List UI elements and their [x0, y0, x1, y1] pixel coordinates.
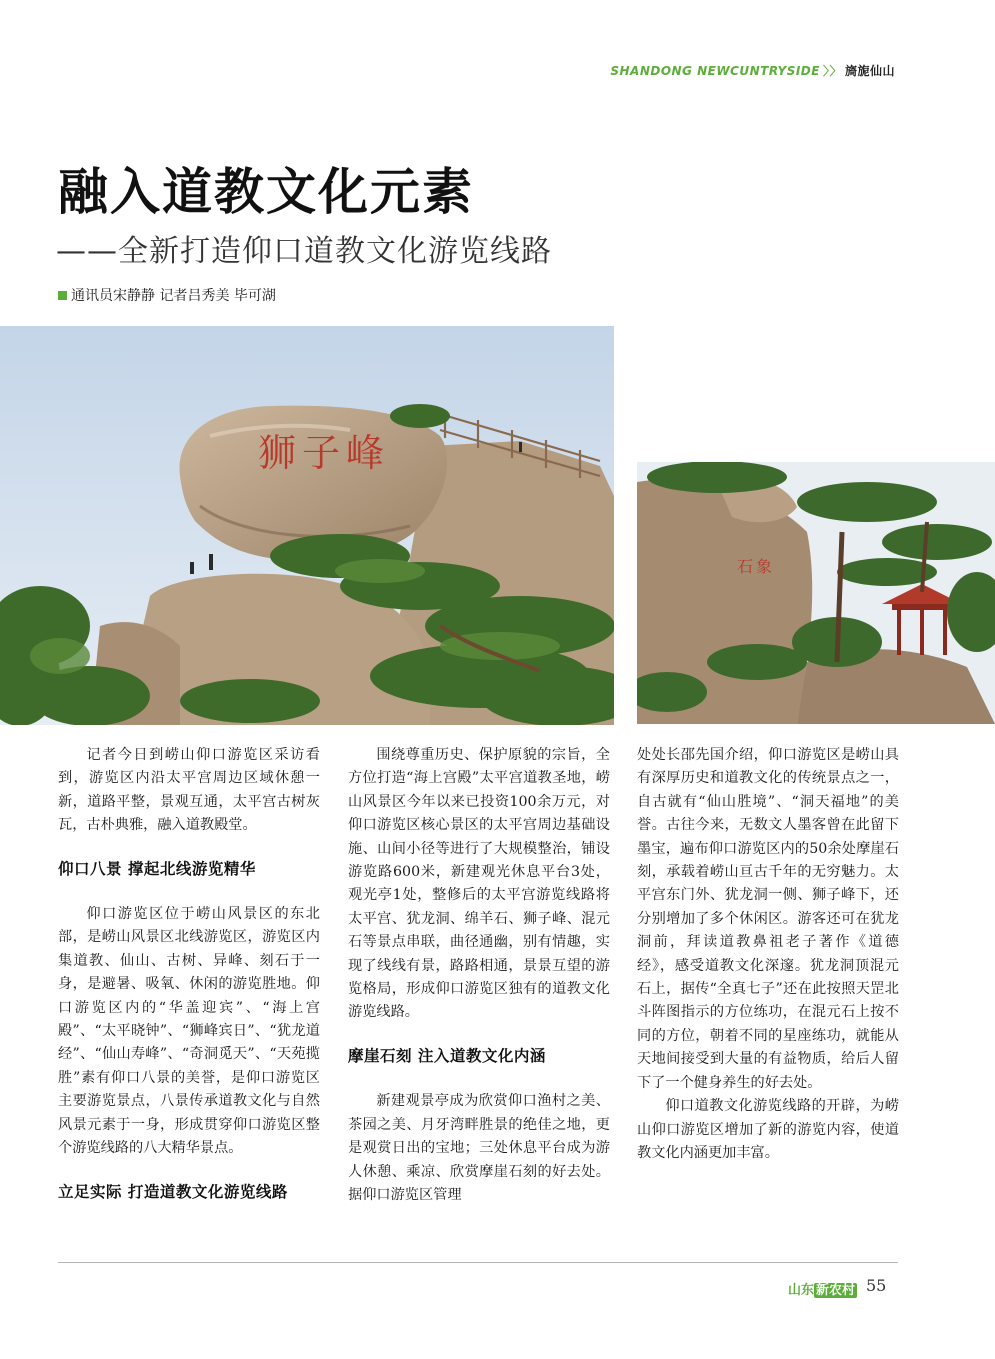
running-head-en: SHANDONG NEWCUNTRYSIDE — [610, 64, 820, 78]
col1-heading-2: 立足实际 打造道教文化游览线路 — [58, 1182, 288, 1201]
running-head-section: 旖旎仙山 — [844, 64, 895, 78]
magazine-logo-part-a: 山东 — [788, 1283, 815, 1298]
col1-heading-1: 仰口八景 撑起北线游览精华 — [58, 859, 256, 878]
magazine-logo — [788, 1279, 857, 1298]
main-photo — [0, 326, 614, 725]
inscription-text: 狮子峰 — [258, 431, 391, 475]
rock-landscape-photo-icon — [0, 326, 614, 725]
col2-paragraph-1: 围绕尊重历史、保护原貌的宗旨，全方位打造“海上宫殿”太平宫道教圣地，崂山风景区今年以来已投资100余万元，对仰口游览区核心景区的太平宫周边基础设施、山间小径等进行了大规模整治，铺设游览路600米，新建观光休息平台3处，观光亭1处，整修后的太平宫游览线路将太平宫、犹龙洞、绵羊石、狮子峰、混元石等景点串联，曲径通幽，别有情趣，实现了线线有景，路路相通，景景互望的游览格局，形成仰口游览区独有的道教文化游览线路。 — [348, 747, 610, 1021]
col2-heading-1: 摩崖石刻 注入道教文化内涵 — [348, 1046, 546, 1065]
column-1 — [58, 744, 320, 1226]
col1-paragraph-2: 仰口游览区位于崂山风景区的东北部，是崂山风景区北线游览区，游览区内集道教、仙山、古树、异峰、刻石于一身，是避暑、吸氧、休闲的游览胜地。仰口游览区内的“华盖迎宾”、“海上宫殿”、“太平晓钟”、“狮峰宾日”、“犹龙道经”、“仙山寿峰”、“奇洞觅天”、“天苑揽胜”素有仰口八景的美誉，是仰口游览区主要游览景点，八景传承道教文化与自然风景元素于一身，形成贯穿仰口游览区整个游览线路的八大精华景点。 — [58, 906, 320, 1157]
footer-rule — [58, 1262, 898, 1263]
column-2 — [348, 744, 610, 1207]
side-photo — [637, 462, 995, 724]
col3-paragraph-2: 仰口道教文化游览线路的开辟，为崂山仰口游览区增加了新的游览内容，使道教文化内涵更加丰富。 — [637, 1098, 899, 1161]
article-title: 融入道教文化元素 — [58, 163, 474, 221]
byline-square-icon — [58, 291, 67, 300]
col1-paragraph-1: 记者今日到崂山仰口游览区采访看到，游览区内沿太平宫周边区域休憩一新，道路平整，景观互通，太平宫古树灰瓦，古朴典雅，融入道教殿堂。 — [58, 747, 320, 834]
running-head — [610, 62, 895, 79]
running-head-separator: 〉〉 — [822, 64, 842, 78]
page-number: 55 — [866, 1276, 887, 1295]
side-inscription-text: 石象 — [737, 557, 776, 576]
col3-paragraph-1: 处处长邵先国介绍，仰口游览区是崂山具有深厚历史和道教文化的传统景点之一，自古就有“仙山胜境”、“洞天福地”的美誉。古往今来，无数文人墨客曾在此留下墨宝，遍布仰口游览区内的50余处摩崖石刻，承载着崂山亘古千年的无穷魅力。太平宫东门外、犹龙洞一侧、狮子峰下，还分别增加了多个休闲区。游客还可在犹龙洞前，拜读道教鼻祖老子著作《道德经》，感受道教文化深邃。犹龙洞顶混元石上，据传“全真七子”还在此按照天罡北斗阵图指示的方位练功，在混元石上按不同的方位，朝着不同的星座练功，就能从天地间接受到大量的有益物质，给后人留下了一个健身养生的好去处。 — [637, 747, 899, 1091]
article-subtitle: ——全新打造仰口道教文化游览线路 — [56, 234, 552, 269]
pavilion-landscape-photo-icon — [637, 462, 995, 724]
col2-paragraph-2: 新建观景亭成为欣赏仰口渔村之美、茶园之美、月牙湾畔胜景的绝佳之地，更是观赏日出的宝地；三处休息平台成为游人休憩、乘凉、欣赏摩崖石刻的好去处。据仰口游览区管理 — [348, 1093, 610, 1203]
byline-text: 通讯员宋静静 记者吕秀美 毕可湖 — [71, 288, 276, 304]
byline — [58, 285, 276, 305]
column-3 — [637, 744, 899, 1165]
magazine-logo-part-b: 新农村 — [816, 1283, 856, 1298]
